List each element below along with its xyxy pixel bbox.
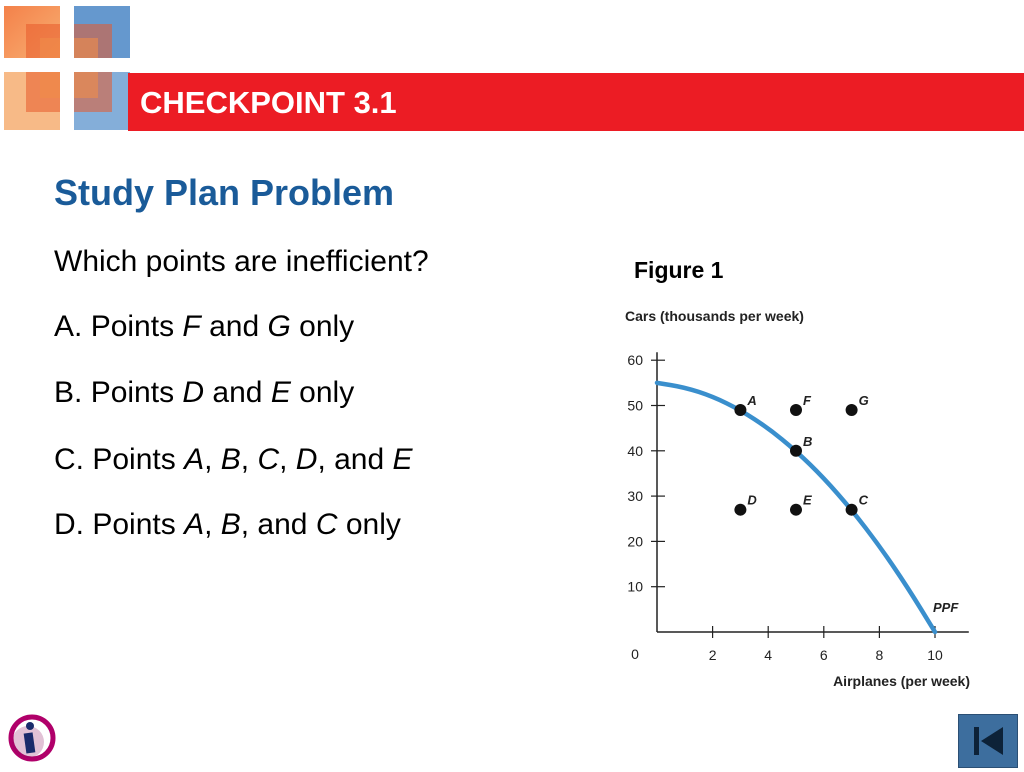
option-point-label: E [392, 443, 413, 476]
x-tick-label: 8 [875, 647, 884, 663]
ppf-curve-label: PPF [933, 600, 959, 615]
option-text: , and [317, 443, 393, 476]
back-to-start-button[interactable] [958, 714, 1018, 768]
option-text: , [204, 443, 221, 476]
x-tick-label: 6 [819, 647, 828, 663]
answer-option-d [54, 508, 401, 542]
y-axis-label: Cars (thousands per week) [625, 308, 804, 324]
point-label: G [858, 393, 869, 409]
option-text: Points [92, 508, 185, 541]
option-text: , [279, 443, 296, 476]
option-text: and [200, 310, 268, 343]
point-label: C [858, 492, 868, 508]
y-tick-label: 10 [627, 578, 643, 595]
option-letter: A. [54, 310, 91, 343]
point-label: F [803, 393, 811, 409]
option-point-label: F [182, 310, 201, 343]
y-tick-label: 50 [627, 397, 643, 414]
point-label: D [747, 492, 757, 508]
option-text: only [337, 508, 401, 541]
header-banner [128, 73, 1024, 131]
option-point-label: C [257, 443, 280, 476]
point-d [734, 504, 746, 516]
point-label: E [803, 492, 812, 508]
ppf-chart [600, 295, 1010, 705]
point-label: A [747, 393, 757, 409]
answer-option-c [54, 443, 413, 477]
point-a [734, 404, 746, 416]
y-tick-label: 20 [627, 533, 643, 550]
y-tick-label: 60 [627, 352, 643, 369]
info-icon[interactable] [8, 714, 56, 762]
x-tick-label: 2 [708, 647, 717, 663]
x-tick-label: 4 [764, 647, 773, 663]
point-b [790, 445, 802, 457]
option-text: , and [240, 508, 316, 541]
option-text: only [290, 310, 355, 343]
option-point-label: A [184, 508, 205, 541]
option-point-label: G [267, 310, 291, 343]
option-point-label: B [220, 443, 241, 476]
header-title: CHECKPOINT 3.1 [140, 85, 397, 120]
point-e [790, 504, 802, 516]
option-text: , [204, 508, 221, 541]
option-text: only [290, 376, 355, 409]
figure-label: Figure 1 [634, 257, 724, 283]
point-c [846, 504, 858, 516]
checkpoint-logo-icon [0, 0, 135, 135]
point-g [846, 404, 858, 416]
option-letter: C. [54, 443, 93, 476]
y-tick-label: 30 [627, 488, 643, 505]
option-point-label: E [270, 376, 291, 409]
option-point-label: B [220, 508, 241, 541]
point-f [790, 404, 802, 416]
option-text: Points [90, 310, 183, 343]
point-label: B [803, 433, 813, 449]
option-point-label: D [295, 443, 318, 476]
back-to-start-icon [959, 715, 1017, 767]
answer-option-b [54, 376, 354, 410]
option-point-label: C [315, 508, 338, 541]
option-point-label: A [184, 443, 205, 476]
option-letter: B. [54, 376, 91, 409]
option-text: Points [92, 443, 185, 476]
option-letter: D. [54, 508, 93, 541]
origin-label: 0 [631, 646, 639, 662]
option-point-label: D [182, 376, 205, 409]
answer-option-a [54, 310, 354, 344]
option-text: and [204, 376, 271, 409]
x-tick-label: 10 [927, 647, 943, 663]
option-text: , [240, 443, 258, 476]
y-tick-label: 40 [627, 442, 643, 459]
option-text: Points [90, 376, 183, 409]
question-text: Which points are inefficient? [54, 245, 429, 278]
x-axis-label: Airplanes (per week) [833, 673, 970, 689]
study-plan-heading: Study Plan Problem [54, 172, 395, 213]
